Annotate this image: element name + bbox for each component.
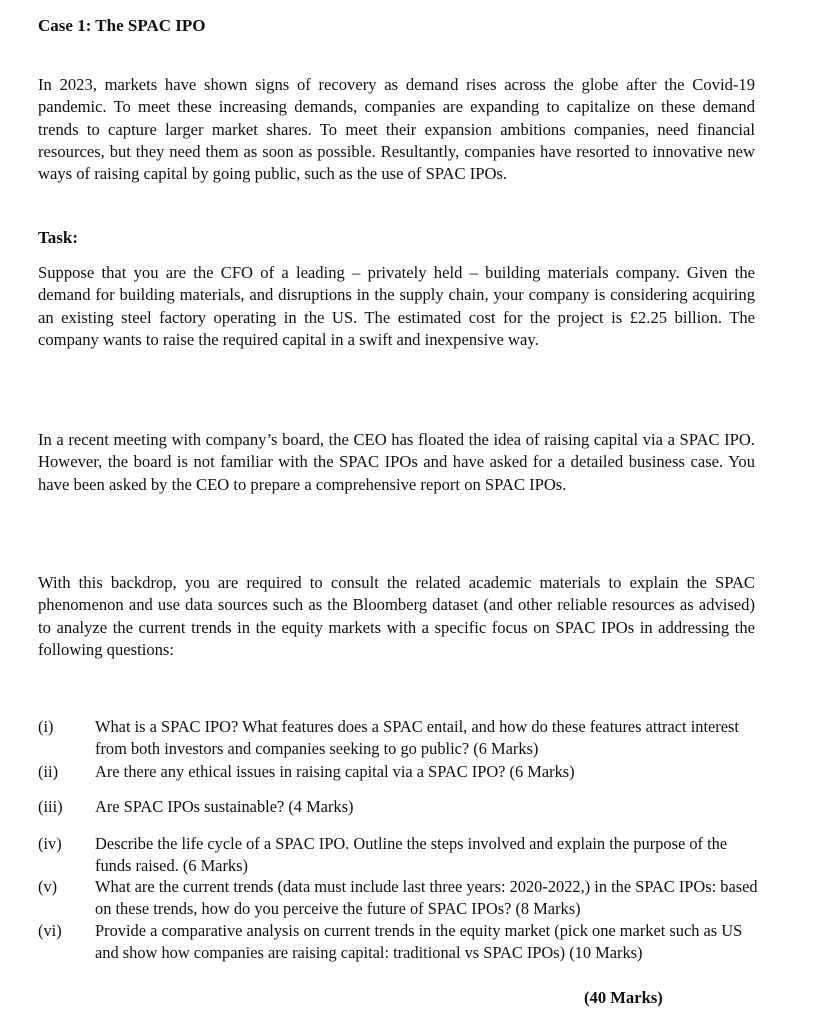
task-heading: Task:	[38, 228, 79, 247]
question-text: What are the current trends (data must include last three years: 2020-2022,) in the SPAC IPOs: based on these trends, how do you perceive the future of SPAC IPOs? (8 Marks)	[95, 877, 758, 918]
question-text: Are SPAC IPOs sustainable? (4 Marks)	[95, 797, 354, 816]
intro-paragraph: In 2023, markets have shown signs of recovery as demand rises across the globe after the Covid-19 pandemic. To meet these increasing demands, companies are expanding to capitalize on these demand trends to capture larger market shares. To meet their expansion ambitions companies, need financial resources, but they need them as soon as possible. Resultantly, companies have resorted to innovative new ways of raising capital by going public, such as the use of SPAC IPOs.	[38, 75, 755, 184]
question-number: (iv)	[38, 834, 62, 853]
task-paragraph-scenario: Suppose that you are the CFO of a leading – privately held – building materials company. Given the demand for building materials, and disruptions in the supply chain, your company is considering acquiring an existing steel factory operating in the US. The estimated cost for the project is £2.25 billion. The company wants to raise the required capital in a swift and inexpensive way.	[38, 263, 755, 349]
question-number: (i)	[38, 717, 54, 736]
question-number: (v)	[38, 877, 58, 896]
total-marks: (40 Marks)	[584, 988, 663, 1007]
question-text: What is a SPAC IPO? What features does a SPAC entail, and how do these features attract interest from both investors and companies seeking to go public? (6 Marks)	[95, 717, 739, 758]
task-paragraph-board: In a recent meeting with company’s board, the CEO has floated the idea of raising capital via a SPAC IPO. However, the board is not familiar with the SPAC IPOs and have asked for a detailed business case. You have been asked by the CEO to prepare a comprehensive report on SPAC IPOs.	[38, 430, 755, 494]
task-paragraph-instructions: With this backdrop, you are required to consult the related academic materials to explain the SPAC phenomenon and use data sources such as the Bloomberg dataset (and other reliable resources as advised) to analyze the current trends in the equity markets with a specific focus on SPAC IPOs in addressing the following questions:	[38, 573, 755, 659]
question-number: (iii)	[38, 797, 63, 816]
question-number: (vi)	[38, 921, 62, 940]
question-text: Describe the life cycle of a SPAC IPO. Outline the steps involved and explain the purpose of the funds raised. (6 Marks)	[95, 834, 728, 875]
case-title: Case 1: The SPAC IPO	[38, 16, 206, 35]
question-text: Provide a comparative analysis on current trends in the equity market (pick one market such as US and show how companies are raising capital: traditional vs SPAC IPOs) (10 Marks)	[95, 921, 743, 962]
question-text: Are there any ethical issues in raising capital via a SPAC IPO? (6 Marks)	[95, 762, 575, 781]
question-number: (ii)	[38, 762, 59, 781]
